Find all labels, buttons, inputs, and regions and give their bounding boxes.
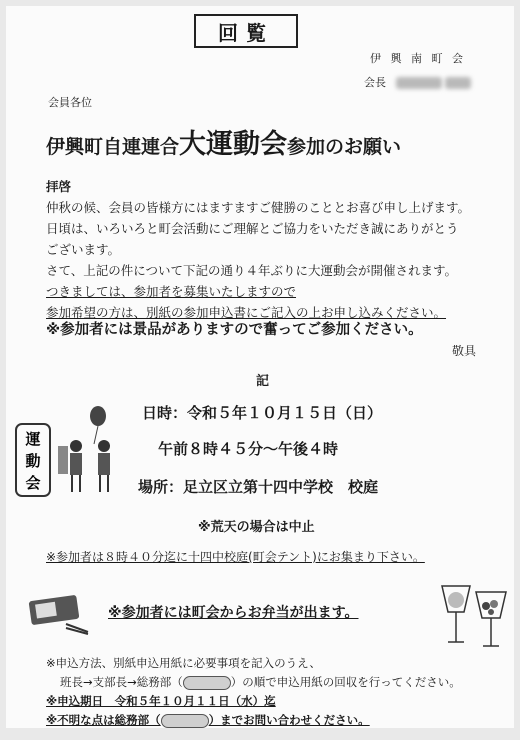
page-title xyxy=(46,122,401,161)
redacted-name xyxy=(396,77,442,89)
prize-note: ※参加者には景品がありますので奮ってご参加ください。 xyxy=(46,322,423,338)
org-name: 伊 興 南 町 会 xyxy=(370,52,466,65)
sports-illustration xyxy=(6,396,126,506)
document-page xyxy=(6,6,514,728)
balloon-icon xyxy=(90,406,106,426)
letter-line: 参加希望の方は、別紙の参加申込書にご記入の上お申し込みください。 xyxy=(46,305,447,320)
note-text: ※不明な点は総務部（ xyxy=(46,713,161,727)
letter-line: さて、上記の件について下記の通り４年ぶりに大運動会が開催されます。 xyxy=(46,263,458,278)
bento-icon xyxy=(22,588,94,638)
note-text: 班長→支部長→総務部（ xyxy=(60,675,183,689)
note-line: ※申込方法、別紙申込用紙に必要事項を記入のうえ、 xyxy=(46,656,321,670)
closing: 敬具 xyxy=(452,344,477,358)
note-line xyxy=(46,673,461,692)
note-line: ※申込期日 令和５年１０月１１日（水）迄 xyxy=(46,694,276,708)
redacted-name-2 xyxy=(445,77,471,89)
chair-line xyxy=(364,74,471,90)
datetime: 日時：令和５年１０月１５日（日） xyxy=(142,404,383,422)
note-text: ）までお問い合わせください。 xyxy=(208,713,370,727)
salutation: 会員各位 xyxy=(48,96,92,109)
title-pre: 伊興町自連連合 xyxy=(46,136,180,158)
person-icon xyxy=(98,440,110,452)
pole-icon xyxy=(58,446,68,474)
kairan-box: 回覧 xyxy=(194,14,298,48)
note-text: ）の順で申込用紙の回収を行ってください。 xyxy=(230,675,461,689)
bento-note: ※参加者には町会からお弁当が出ます。 xyxy=(108,605,359,621)
title-post: 参加のお願い xyxy=(287,136,402,158)
time: 午前８時４５分〜午後４時 xyxy=(158,440,339,458)
dessert-icon xyxy=(436,576,512,654)
chair-label: 会長 xyxy=(364,76,386,89)
note-line xyxy=(46,711,461,728)
letter-line: つきましては、参加者を募集いたしますので xyxy=(46,284,297,299)
ki-heading: 記 xyxy=(256,374,270,389)
redacted-pill xyxy=(161,714,209,728)
letter-line: 仲秋の候、会員の皆様方にはますますご健勝のこととお喜び申し上げます。 xyxy=(46,200,471,215)
person-icon xyxy=(70,440,82,452)
rain-note: ※荒天の場合は中止 xyxy=(198,520,315,535)
sign-char: 運 xyxy=(25,430,41,448)
letter-opening: 拝啓 xyxy=(46,179,72,194)
letter-body xyxy=(46,176,470,323)
gather-note: ※参加者は８時４０分迄に十四中校庭(町会テント)にお集まり下さい。 xyxy=(46,550,425,564)
letter-line: 日頃は、いろいろと町会活動にご理解とご協力をいただき誠にありがとう xyxy=(46,221,459,236)
sign-char: 会 xyxy=(25,474,41,492)
letter-line: ございます。 xyxy=(46,242,121,257)
place: 場所：足立区立第十四中学校 校庭 xyxy=(138,478,379,496)
title-big: 大運動会 xyxy=(179,129,288,160)
notes-block xyxy=(46,654,461,728)
redacted-pill xyxy=(183,676,231,690)
sign-char: 動 xyxy=(25,452,41,470)
